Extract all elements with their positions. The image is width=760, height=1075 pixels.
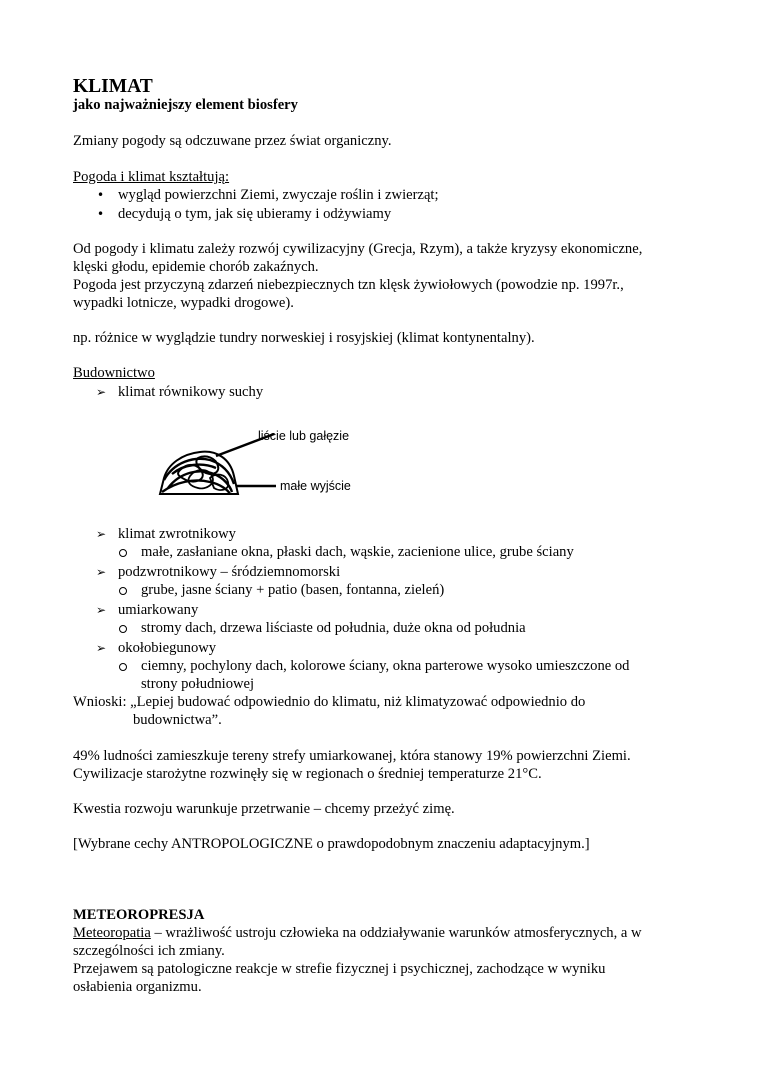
climate-subitem: grube, jasne ściany + patio (basen, fontanna, zieleń) xyxy=(141,582,445,598)
building-heading: Budownictwo xyxy=(73,365,155,381)
circle-bullet-icon xyxy=(119,663,127,671)
circle-bullet-icon xyxy=(119,549,127,557)
intro-line: Zmiany pogody są odczuwane przez świat organiczny. xyxy=(73,133,392,149)
meteo-line: szczególności ich zmiany. xyxy=(73,943,225,959)
page-title: KLIMAT xyxy=(73,76,153,97)
bullet-dot-icon: • xyxy=(97,207,105,221)
arrow-bullet-icon: ➢ xyxy=(96,565,107,579)
climate-subitem: małe, zasłaniane okna, płaski dach, wąskie, zacienione ulice, grube ściany xyxy=(141,544,574,560)
anthropology-note: [Wybrane cechy ANTROPOLOGICZNE o prawdopodobnym znaczeniu adaptacyjnym.] xyxy=(73,836,590,852)
circle-bullet-icon xyxy=(119,625,127,633)
climate-item: klimat zwrotnikowy xyxy=(118,526,236,542)
building-first-item: klimat równikowy suchy xyxy=(118,384,264,400)
conclusion-line: budownictwa”. xyxy=(133,712,222,728)
climate-item: podzwrotnikowy – śródziemnomorski xyxy=(118,564,341,580)
circle-bullet-icon xyxy=(119,587,127,595)
meteo-definition-text: – wrażliwość ustroju człowieka na oddziaływanie warunków atmosferycznych, a w xyxy=(150,925,642,941)
para1-line: Od pogody i klimatu zależy rozwój cywilizacyjny (Grecja, Rzym), a także kryzysy ekonomiczne, xyxy=(73,241,643,257)
para1-line: wypadki lotnicze, wypadki drogowe). xyxy=(73,295,294,311)
stats-line: 49% ludności zamieszkuje tereny strefy umiarkowanej, która stanowy 19% powierzchni Ziemi. xyxy=(73,748,631,764)
conclusion-line: Wnioski: „Lepiej budować odpowiednio do klimatu, niż klimatyzować odpowiednio do xyxy=(73,694,586,710)
climate-subitem: ciemny, pochylony dach, kolorowe ściany, okna parterowe wysoko umieszczone od xyxy=(141,658,630,674)
figure-label-leaves: liście lub gałęzie xyxy=(258,429,350,443)
arrow-bullet-icon: ➢ xyxy=(96,603,107,617)
arrow-bullet-icon: ➢ xyxy=(96,385,107,399)
para2-line: np. różnice w wyglądzie tundry norweskiej i rosyjskiej (klimat kontynentalny). xyxy=(73,330,535,346)
bullet-dot-icon: • xyxy=(97,188,105,202)
climate-subitem: stromy dach, drzewa liściaste od południa, duże okna od południa xyxy=(141,620,526,636)
climate-item: okołobiegunowy xyxy=(118,640,217,656)
arrow-bullet-icon: ➢ xyxy=(96,527,107,541)
page-subtitle: jako najważniejszy element biosfery xyxy=(73,97,298,113)
weather-heading: Pogoda i klimat kształtują: xyxy=(73,169,230,185)
figure-label-exits: małe wyjście xyxy=(280,479,351,493)
weather-bullet: wygląd powierzchni Ziemi, zwyczaje roślin i zwierząt; xyxy=(118,187,439,203)
stats-line: Cywilizacje starożytne rozwinęły się w regionach o średniej temperaturze 21°C. xyxy=(73,766,542,782)
meteo-definition xyxy=(73,924,642,942)
para1-line: klęski głodu, epidemie chorób zakaźnych. xyxy=(73,259,319,275)
weather-bullet: decydują o tym, jak się ubieramy i odżywiamy xyxy=(118,206,392,222)
meteo-line: osłabienia organizmu. xyxy=(73,979,202,995)
section-heading-meteo: METEOROPRESJA xyxy=(73,907,205,923)
climate-item: umiarkowany xyxy=(118,602,199,618)
survival-line: Kwestia rozwoju warunkuje przetrwanie – chcemy przeżyć zimę. xyxy=(73,801,455,817)
climate-subitem-cont: strony południowej xyxy=(141,676,255,692)
para1-line: Pogoda jest przyczyną zdarzeń niebezpiecznych tzn klęsk żywiołowych (powodzie np. 1997r., xyxy=(73,277,624,293)
arrow-bullet-icon: ➢ xyxy=(96,641,107,655)
meteo-line: Przejawem są patologiczne reakcje w strefie fizycznej i psychicznej, zachodzące w wyniku xyxy=(73,961,606,977)
meteo-term: Meteoropatia xyxy=(73,925,151,941)
